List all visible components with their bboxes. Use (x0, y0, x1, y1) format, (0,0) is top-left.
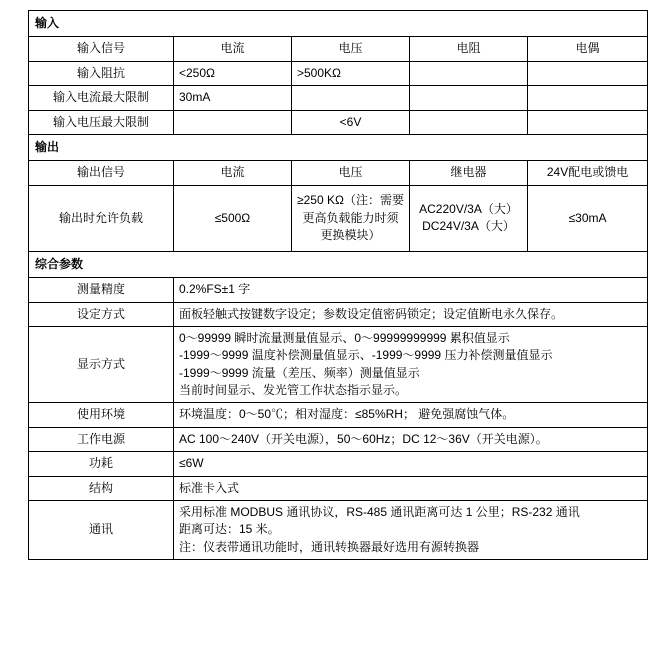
cell-output-signal-relay: 继电器 (410, 161, 528, 185)
cell-input-impedance-current: <250Ω (174, 61, 292, 85)
cell-max-input-voltage-current (174, 110, 292, 134)
cell-max-input-current-voltage (292, 86, 410, 110)
row-label-power-consumption: 功耗 (29, 452, 174, 476)
table-row (29, 161, 648, 185)
table-row (29, 427, 648, 451)
cell-input-impedance-resistance (410, 61, 528, 85)
communication-line-2: 距离可达：15 米。 (179, 522, 280, 537)
cell-max-input-voltage-value: <6V (292, 110, 410, 134)
row-label-power-supply: 工作电源 (29, 427, 174, 451)
row-label-display-method: 显示方式 (29, 326, 174, 403)
cell-environment-value: 环境温度：0～50℃；相对湿度：≤85%RH； 避免强腐蚀气体。 (174, 403, 648, 427)
cell-accuracy-value: 0.2%FS±1 字 (174, 278, 648, 302)
row-label-allowed-load: 输出时允许负载 (29, 185, 174, 251)
cell-output-signal-current: 电流 (174, 161, 292, 185)
cell-power-supply-value: AC 100～240V（开关电源），50～60Hz；DC 12～36V（开关电源）。 (174, 427, 648, 451)
cell-max-input-current-resistance (410, 86, 528, 110)
row-label-accuracy: 测量精度 (29, 278, 174, 302)
row-label-max-input-current: 输入电流最大限制 (29, 86, 174, 110)
row-label-structure: 结构 (29, 476, 174, 500)
table-row (29, 403, 648, 427)
row-label-input-impedance: 输入阻抗 (29, 61, 174, 85)
section-header-row (29, 11, 648, 37)
table-row (29, 185, 648, 251)
row-label-setting-method: 设定方式 (29, 302, 174, 326)
cell-allowed-load-current: ≤500Ω (174, 185, 292, 251)
communication-line-1: 采用标准 MODBUS 通讯协议，RS-485 通讯距离可达 1 公里；RS-232 通讯 (179, 505, 580, 520)
cell-max-input-current-value: 30mA (174, 86, 292, 110)
cell-output-signal-voltage: 电压 (292, 161, 410, 185)
section-title-output: 输出 (29, 134, 648, 160)
row-label-output-signal: 输出信号 (29, 161, 174, 185)
section-header-row (29, 251, 648, 277)
row-label-environment: 使用环境 (29, 403, 174, 427)
table-row (29, 37, 648, 61)
table-row (29, 278, 648, 302)
cell-output-signal-24v: 24V配电或馈电 (528, 161, 648, 185)
communication-line-3: 注：仪表带通讯功能时，通讯转换器最好选用有源转换器 (179, 539, 480, 554)
cell-allowed-load-24v: ≤30mA (528, 185, 648, 251)
display-line-3: -1999～9999 流量（差压、频率）测量值显示 (179, 365, 420, 380)
cell-input-impedance-voltage: >500KΩ (292, 61, 410, 85)
table-row (29, 86, 648, 110)
table-row (29, 326, 648, 403)
section-header-row (29, 134, 648, 160)
cell-communication-value (174, 501, 648, 560)
display-line-1: 0～99999 瞬时流量测量值显示、0～99999999999 累积值显示 (179, 330, 510, 345)
specification-table (28, 10, 648, 560)
cell-structure-value: 标准卡入式 (174, 476, 648, 500)
display-line-2: -1999～9999 温度补偿测量值显示、-1999～9999 压力补偿测量值显示 (179, 348, 553, 363)
table-row (29, 61, 648, 85)
table-row (29, 452, 648, 476)
cell-max-input-voltage-resistance (410, 110, 528, 134)
cell-input-impedance-thermocouple (528, 61, 648, 85)
cell-input-signal-voltage: 电压 (292, 37, 410, 61)
table-row (29, 110, 648, 134)
row-label-input-signal: 输入信号 (29, 37, 174, 61)
table-row (29, 476, 648, 500)
cell-display-method-value (174, 326, 648, 403)
cell-max-input-current-thermocouple (528, 86, 648, 110)
cell-input-signal-thermocouple: 电偶 (528, 37, 648, 61)
cell-allowed-load-voltage: ≥250 KΩ（注：需要更高负载能力时须更换模块） (292, 185, 410, 251)
row-label-communication: 通讯 (29, 501, 174, 560)
cell-power-consumption-value: ≤6W (174, 452, 648, 476)
cell-input-signal-resistance: 电阻 (410, 37, 528, 61)
table-row (29, 501, 648, 560)
display-line-4: 当前时间显示、发光管工作状态指示显示。 (179, 383, 408, 398)
cell-allowed-load-relay: AC220V/3A（大）DC24V/3A（大） (410, 185, 528, 251)
section-title-general: 综合参数 (29, 251, 648, 277)
cell-input-signal-current: 电流 (174, 37, 292, 61)
section-title-input: 输入 (29, 11, 648, 37)
cell-max-input-voltage-thermocouple (528, 110, 648, 134)
row-label-max-input-voltage: 输入电压最大限制 (29, 110, 174, 134)
cell-setting-method-value: 面板轻触式按键数字设定；参数设定值密码锁定；设定值断电永久保存。 (174, 302, 648, 326)
table-row (29, 302, 648, 326)
